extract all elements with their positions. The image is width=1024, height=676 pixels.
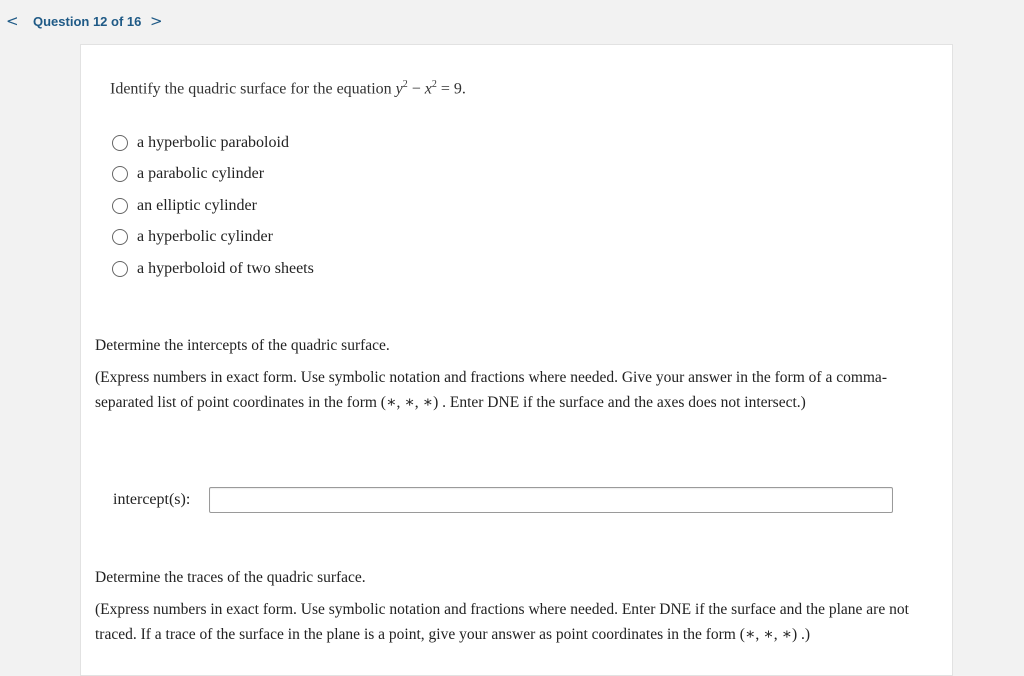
intercepts-label: intercept(s):	[113, 491, 191, 508]
radio-button[interactable]	[112, 198, 128, 214]
question-prefix: Identify the quadric surface for the equation	[110, 80, 396, 98]
option-hyperboloid-two-sheets[interactable]	[112, 253, 314, 285]
question-counter[interactable]: Question 12 of 16	[33, 14, 142, 29]
traces-instructions: (Express numbers in exact form. Use symbolic notation and fractions where needed. Enter DNE if the surface and the plane are not traced. If a trace of the surface in the plane is a point, give your answer as point coordinates in the form (∗, ∗, ∗) .)	[95, 601, 909, 643]
option-parabolic-cylinder[interactable]	[112, 159, 314, 191]
equation-rhs: = 9.	[436, 80, 466, 98]
option-elliptic-cylinder[interactable]	[112, 190, 314, 222]
equation-minus: −	[407, 80, 425, 98]
radio-button[interactable]	[112, 166, 128, 182]
question-navigation	[0, 0, 1024, 44]
radio-button[interactable]	[112, 261, 128, 277]
intercepts-input[interactable]	[209, 487, 893, 513]
previous-question-icon[interactable]: <	[6, 12, 19, 30]
equation-x-exponent: 2	[431, 79, 437, 90]
option-hyperbolic-paraboloid[interactable]	[112, 127, 314, 159]
question-prompt	[110, 74, 466, 100]
option-label: a hyperboloid of two sheets	[137, 259, 314, 277]
option-label: an elliptic cylinder	[137, 196, 257, 214]
intercepts-instructions: (Express numbers in exact form. Use symbolic notation and fractions where needed. Give your answer in the form of a comma-separated list of point coordinates in the form (∗, ∗, ∗) . Enter DNE if the surface and the axes does not intersect.)	[95, 369, 887, 411]
option-label: a hyperbolic paraboloid	[137, 133, 289, 151]
equation-x: x	[424, 80, 432, 98]
equation-y-exponent: 2	[402, 79, 408, 90]
radio-button[interactable]	[112, 135, 128, 151]
question-card	[80, 44, 953, 676]
intercepts-heading: Determine the intercepts of the quadric surface.	[95, 337, 390, 354]
answer-options	[112, 127, 314, 285]
equation-y: y	[395, 80, 403, 98]
option-label: a parabolic cylinder	[137, 165, 265, 183]
option-label: a hyperbolic cylinder	[137, 228, 273, 246]
next-question-icon[interactable]: >	[150, 12, 163, 30]
traces-heading: Determine the traces of the quadric surface.	[95, 569, 366, 586]
option-hyperbolic-cylinder[interactable]	[112, 222, 314, 254]
radio-button[interactable]	[112, 229, 128, 245]
